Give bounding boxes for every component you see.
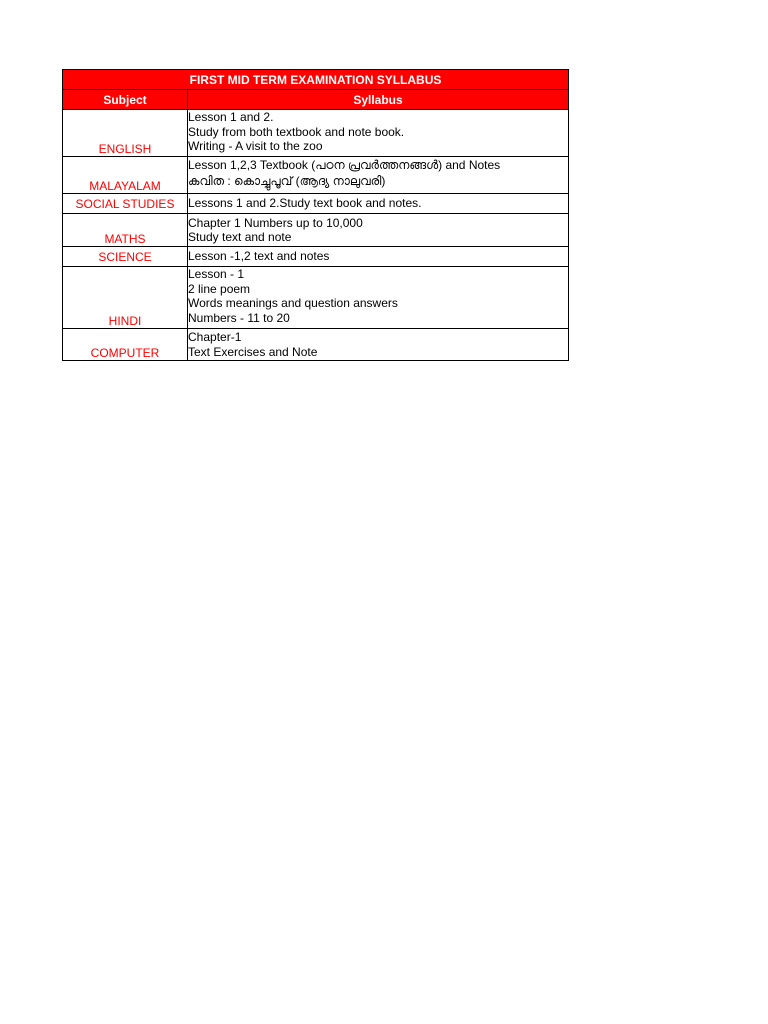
- subject-cell: SOCIAL STUDIES: [63, 194, 188, 214]
- syllabus-line: Lesson 1,2,3 Textbook (പഠന പ്രവർത്തനങ്ങൾ) and Notes: [188, 158, 501, 172]
- syllabus-line: Writing - A visit to the zoo: [188, 139, 323, 153]
- syllabus-line: Text Exercises and Note: [188, 344, 318, 359]
- table-row-social-studies: [63, 194, 569, 214]
- table-title: FIRST MID TERM EXAMINATION SYLLABUS: [63, 70, 569, 90]
- subject-column-header: Subject: [63, 90, 188, 110]
- syllabus-table: [62, 69, 569, 361]
- syllabus-line: Words meanings and question answers: [188, 296, 398, 310]
- syllabus-column-header: Syllabus: [188, 90, 569, 110]
- table-row-hindi: [63, 267, 569, 329]
- syllabus-line: Lesson 1 and 2.: [188, 110, 274, 124]
- syllabus-line: Chapter 1 Numbers up to 10,000: [188, 215, 363, 230]
- syllabus-cell: [188, 157, 569, 194]
- syllabus-line: Lessons 1 and 2.Study text book and notes.: [188, 196, 422, 211]
- syllabus-line: Numbers - 11 to 20: [188, 310, 290, 325]
- subject-cell: COMPUTER: [63, 329, 188, 361]
- subject-cell: MALAYALAM: [63, 157, 188, 194]
- title-row: [63, 70, 569, 90]
- syllabus-cell: [188, 329, 569, 361]
- syllabus-line: കവിത : കൊച്ചുപൂവ് (ആദ്യ നാലുവരി): [188, 174, 386, 188]
- subject-cell: SCIENCE: [63, 247, 188, 267]
- subject-cell: ENGLISH: [63, 110, 188, 157]
- syllabus-cell: [188, 247, 569, 267]
- syllabus-cell: [188, 110, 569, 157]
- table-row-malayalam: [63, 157, 569, 194]
- syllabus-line: Chapter-1: [188, 330, 242, 344]
- syllabus-line: Lesson - 1: [188, 267, 245, 281]
- syllabus-cell: [188, 267, 569, 329]
- subject-cell: MATHS: [63, 214, 188, 247]
- syllabus-line: Study text and note: [188, 230, 292, 244]
- syllabus-line: 2 line poem: [188, 281, 251, 296]
- subject-cell: HINDI: [63, 267, 188, 329]
- table-row-computer: [63, 329, 569, 361]
- syllabus-cell: [188, 194, 569, 214]
- syllabus-line: Lesson -1,2 text and notes: [188, 249, 330, 264]
- header-row: [63, 90, 569, 110]
- table-row-maths: [63, 214, 569, 247]
- syllabus-cell: [188, 214, 569, 247]
- table-row-english: [63, 110, 569, 157]
- table-row-science: [63, 247, 569, 267]
- syllabus-line: Study from both textbook and note book.: [188, 124, 405, 139]
